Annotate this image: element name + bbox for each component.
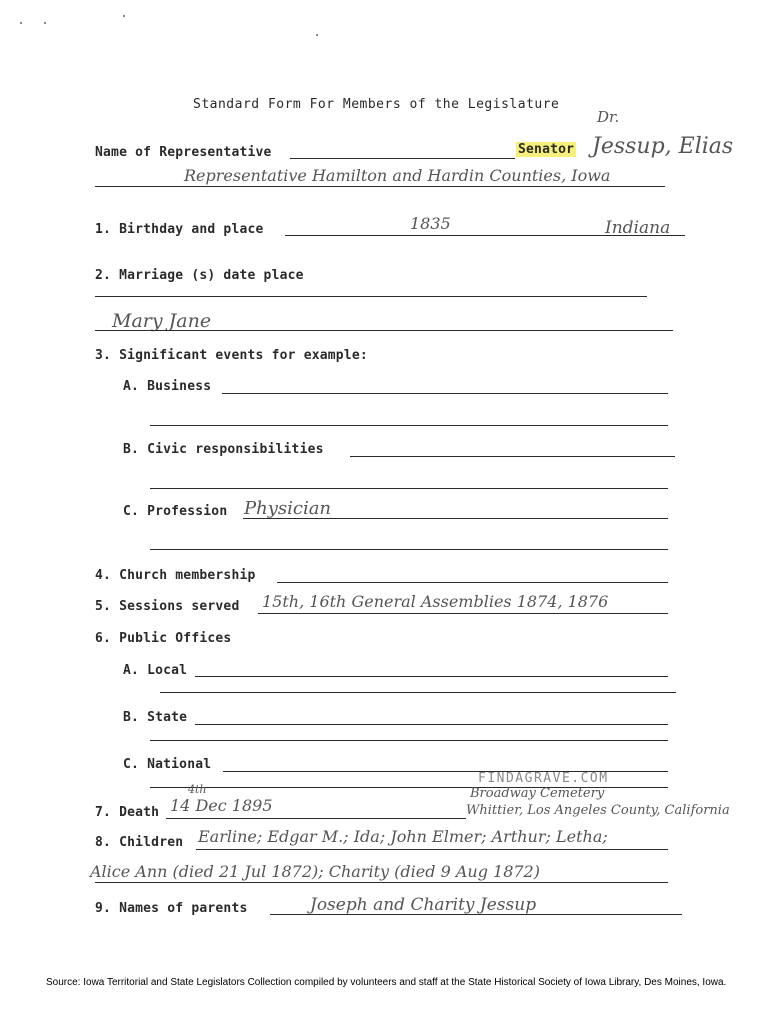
business-underline-2 [150,425,668,426]
local-underline-2 [160,692,676,693]
children-label: 8. Children [95,835,184,850]
handwritten-source-note: FINDAGRAVE.COM [478,771,609,786]
name-label: Name of Representative [95,145,272,160]
name-detail-underline [95,186,665,187]
civic-label: B. Civic responsibilities [123,442,324,457]
business-label: A. Business [123,379,212,394]
handwritten-sessions: 15th, 16th General Assemblies 1874, 1876 [262,592,609,611]
handwritten-burial-line-2: Whittier, Los Angeles County, California [466,803,730,818]
profession-label: C. Profession [123,504,228,519]
form-title: Standard Form For Members of the Legislature [193,97,560,112]
significant-events-label: 3. Significant events for example: [95,348,368,363]
marriage-label: 2. Marriage (s) date place [95,268,304,283]
handwritten-death: 14 Dec 1895 [170,796,273,815]
handwritten-parents: Joseph and Charity Jessup [310,895,537,915]
parents-label: 9. Names of parents [95,901,248,916]
state-underline-2 [150,740,668,741]
handwritten-children-line-1: Earline; Edgar M.; Ida; John Elmer; Arthur; Letha; [198,827,608,846]
handwritten-birth-year: 1835 [410,214,451,233]
source-footer: Source: Iowa Territorial and State Legislators Collection compiled by volunteers and staff at the State Historical Society of Iowa Library, Des Moines, Iowa. [46,977,727,988]
birthday-label: 1. Birthday and place [95,222,264,237]
handwritten-birth-place: Indiana [605,218,671,238]
sessions-label: 5. Sessions served [95,599,240,614]
scan-speck [44,22,46,24]
profession-underline-1 [243,518,668,519]
handwritten-name-detail: Representative Hamilton and Hardin Counties, Iowa [184,166,611,185]
scan-speck [316,34,318,36]
state-underline-1 [195,724,668,725]
handwritten-death-superscript: 4th [188,783,207,796]
handwritten-children-line-2: Alice Ann (died 21 Jul 1872); Charity (died 9 Aug 1872) [90,862,540,881]
civic-underline-1 [350,456,675,457]
handwritten-spouse: Mary Jane [112,310,212,332]
senator-label: Senator [518,142,575,157]
death-underline [166,818,466,819]
children-underline-2 [95,882,668,883]
handwritten-title-prefix: Dr. [597,108,620,126]
death-label: 7. Death [95,805,160,820]
scan-speck [20,22,22,24]
local-underline-1 [195,676,668,677]
local-label: A. Local [123,663,188,678]
public-offices-label: 6. Public Offices [95,631,232,646]
scan-speck [123,15,125,17]
marriage-underline-2 [95,330,673,331]
name-underline [290,158,515,159]
civic-underline-2 [150,488,668,489]
church-label: 4. Church membership [95,568,256,583]
handwritten-name: Jessup, Elias [592,134,734,159]
parents-underline [270,914,682,915]
state-label: B. State [123,710,188,725]
marriage-underline-1 [95,296,647,297]
sessions-underline [258,613,668,614]
children-underline-1 [196,849,668,850]
profession-underline-2 [150,549,668,550]
national-label: C. National [123,757,212,772]
handwritten-burial-line-1: Broadway Cemetery [470,786,605,801]
church-underline [277,582,668,583]
business-underline-1 [222,393,668,394]
handwritten-profession: Physician [244,498,332,519]
